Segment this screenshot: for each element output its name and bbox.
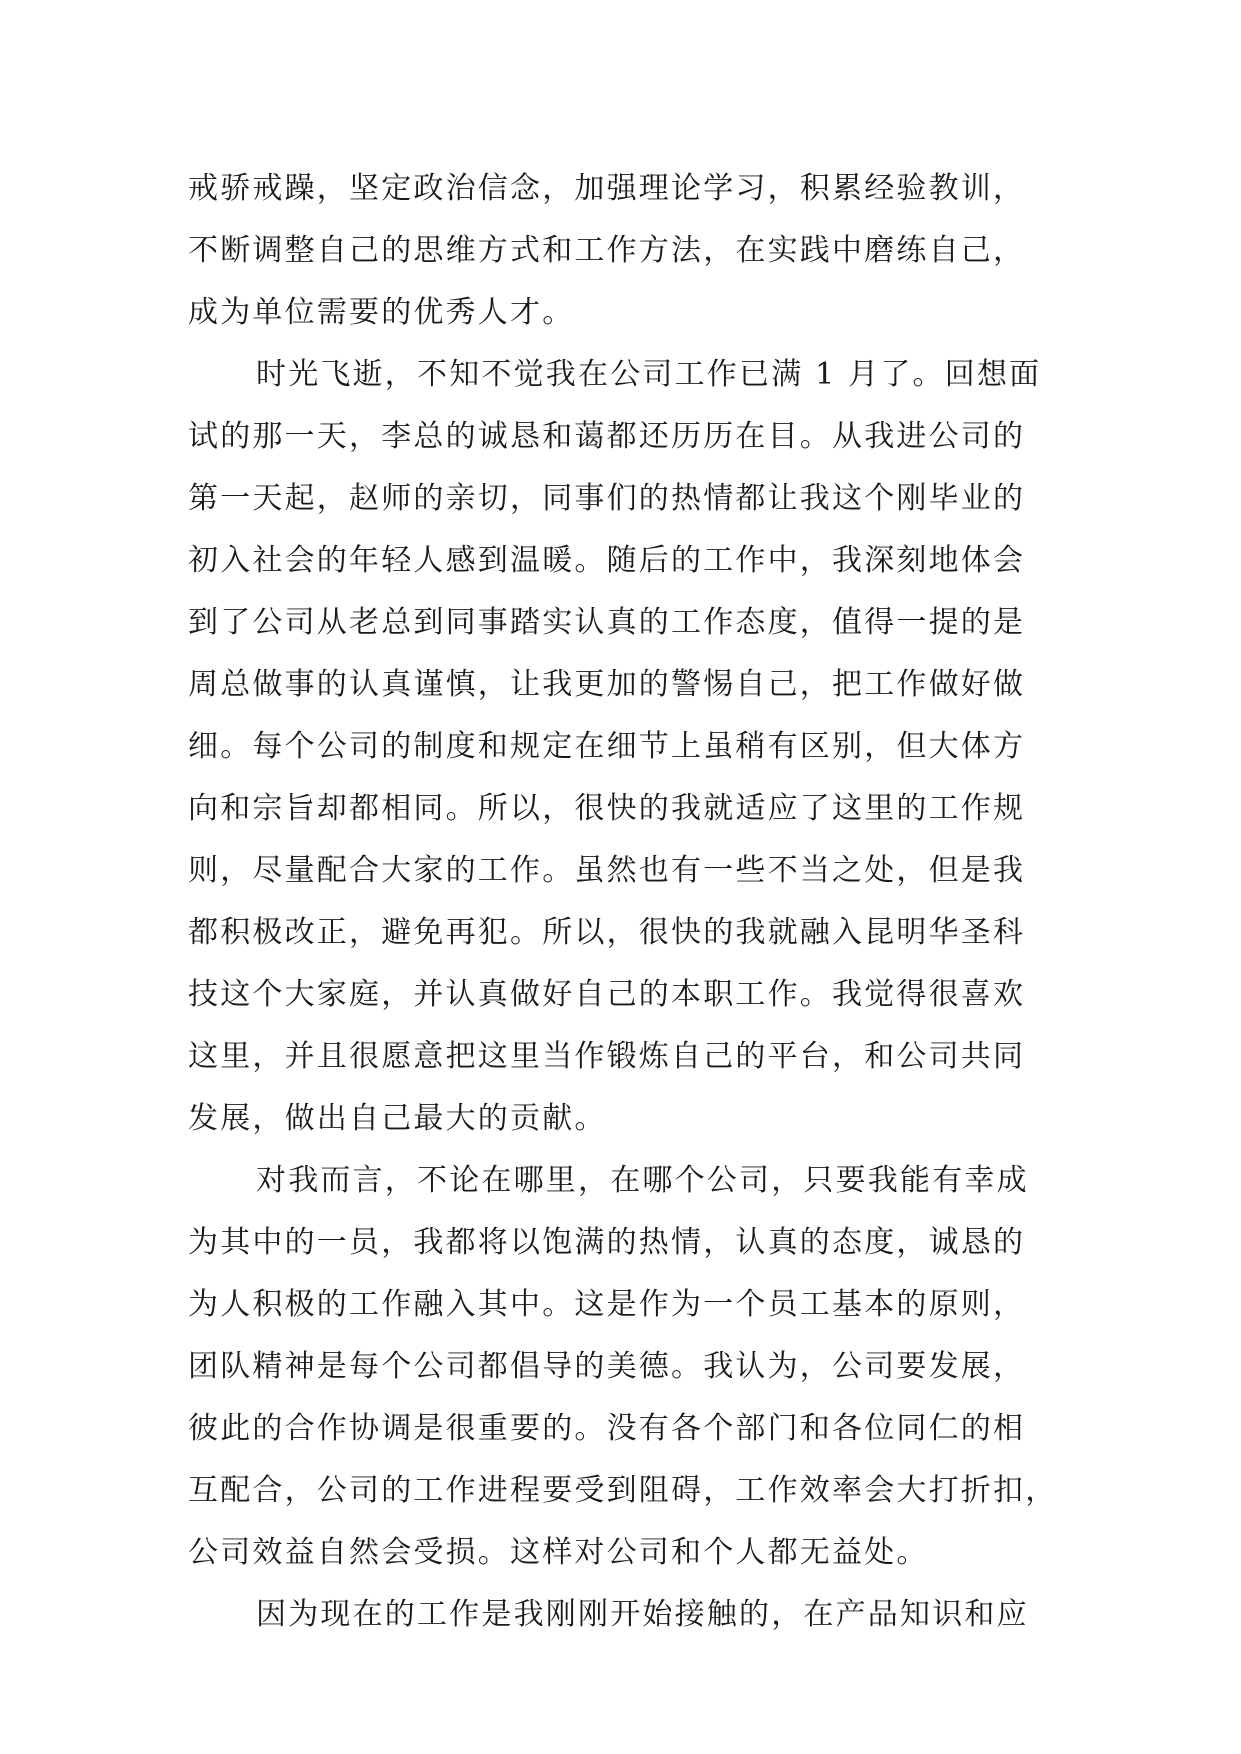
text-line: 互配合，公司的工作进程要受到阻碍，工作效率会大打折扣， <box>188 1473 1058 1508</box>
text-line: 技这个大家庭，并认真做好自己的本职工作。我觉得很喜欢 <box>188 977 1026 1012</box>
text-line: 则，尽量配合大家的工作。虽然也有一些不当之处，但是我 <box>188 853 1026 888</box>
paragraph <box>188 1584 1068 1646</box>
text-line: 公司效益自然会受损。这样对公司和个人都无益处。 <box>188 1535 929 1570</box>
text-line: 都积极改正，避免再犯。所以，很快的我就融入昆明华圣科 <box>188 915 1026 950</box>
text-line: 不断调整自己的思维方式和工作方法，在实践中磨练自己， <box>188 233 1026 268</box>
text-line: 因为现在的工作是我刚刚开始接触的，在产品知识和应 <box>256 1597 1029 1632</box>
text-line: 为其中的一员，我都将以饱满的热情，认真的态度，诚恳的 <box>188 1225 1026 1260</box>
text-line: 团队精神是每个公司都倡导的美德。我认为，公司要发展， <box>188 1349 1026 1384</box>
text-line: 时光飞逝，不知不觉我在公司工作已满 1 月了。回想面 <box>256 357 1042 392</box>
text-line: 第一天起，赵师的亲切，同事们的热情都让我这个刚毕业的 <box>188 481 1026 516</box>
text-line: 戒骄戒躁，坚定政治信念，加强理论学习，积累经验教训， <box>188 171 1026 206</box>
text-line: 初入社会的年轻人感到温暖。随后的工作中，我深刻地体会 <box>188 543 1026 578</box>
document-body <box>188 158 1068 1646</box>
text-line: 发展，做出自己最大的贡献。 <box>188 1101 607 1136</box>
paragraph <box>188 158 1068 344</box>
paragraph <box>188 1150 1068 1584</box>
text-line: 向和宗旨却都相同。所以，很快的我就适应了这里的工作规 <box>188 791 1026 826</box>
text-line: 周总做事的认真谨慎，让我更加的警惕自己，把工作做好做 <box>188 667 1026 702</box>
text-line: 细。每个公司的制度和规定在细节上虽稍有区别，但大体方 <box>188 729 1026 764</box>
paragraph <box>188 344 1068 1150</box>
text-line: 彼此的合作协调是很重要的。没有各个部门和各位同仁的相 <box>188 1411 1026 1446</box>
text-line: 到了公司从老总到同事踏实认真的工作态度，值得一提的是 <box>188 605 1026 640</box>
text-line: 这里，并且很愿意把这里当作锻炼自己的平台，和公司共同 <box>188 1039 1026 1074</box>
text-line: 试的那一天，李总的诚恳和蔼都还历历在目。从我进公司的 <box>188 419 1026 454</box>
text-line: 对我而言，不论在哪里，在哪个公司，只要我能有幸成 <box>256 1163 1029 1198</box>
text-line: 为人积极的工作融入其中。这是作为一个员工基本的原则， <box>188 1287 1026 1322</box>
text-line: 成为单位需要的优秀人才。 <box>188 295 575 330</box>
